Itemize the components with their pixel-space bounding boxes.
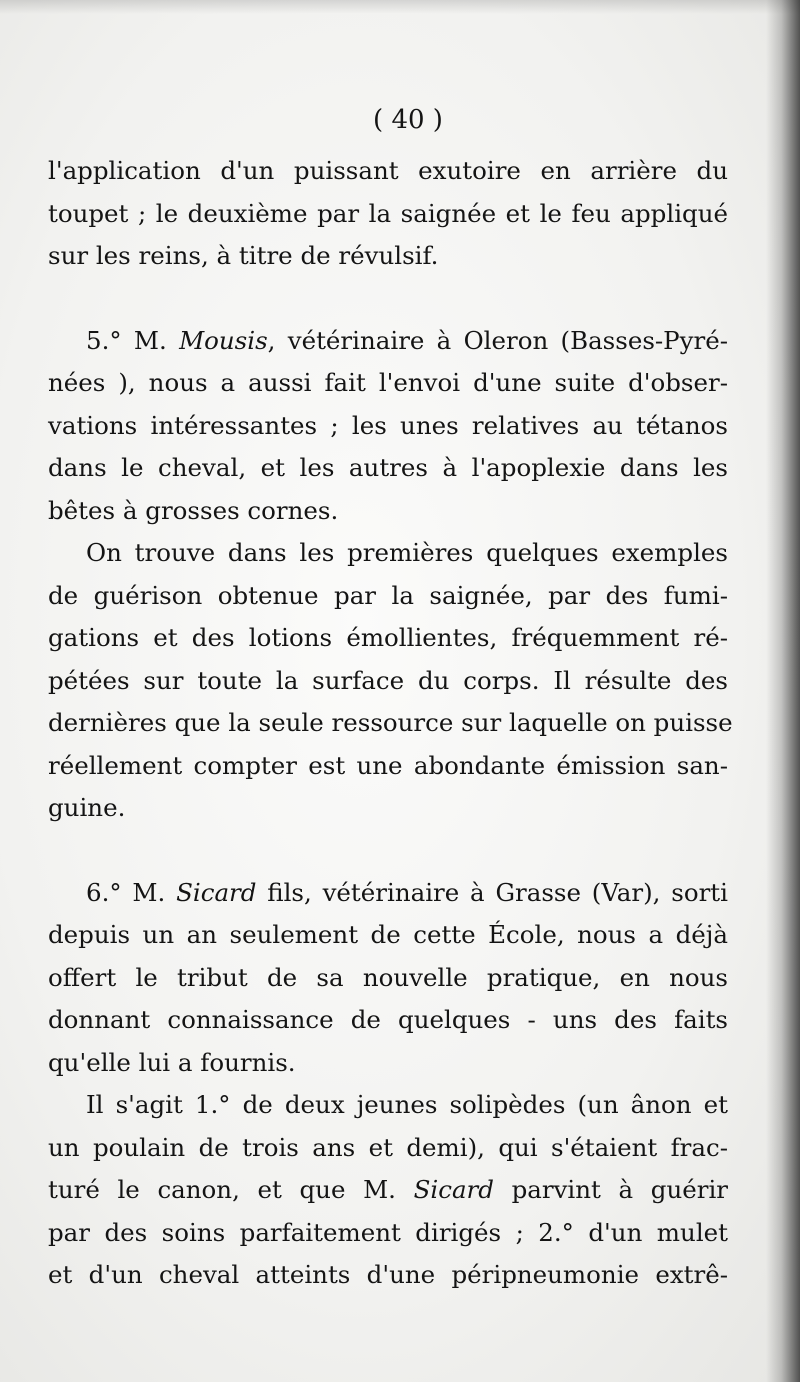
text-line: gations et des lotions émollientes, fréquemment ré-: [48, 623, 728, 652]
page-binding-shadow: [766, 0, 800, 1382]
page-number: ( 40 ): [373, 105, 443, 135]
text-line: [48, 320, 728, 363]
text-line-part: fils, vétérinaire à Grasse (Var), sorti: [256, 877, 728, 907]
text-line: réellement compter est une abondante émission san-: [48, 750, 728, 780]
text-line-part: , vétérinaire à Oleron (Basses-Pyré-: [267, 325, 728, 355]
text-line-part: turé le canon, et que M.: [48, 1175, 414, 1204]
text-line: On trouve dans les premières quelques exemples: [86, 538, 728, 567]
text-line: pétées sur toute la surface du corps. Il résulte des: [48, 665, 728, 695]
text-line: vations intéressantes ; les unes relatives au tétanos: [48, 410, 728, 440]
text-line-part: parvint à guérir: [493, 1175, 728, 1204]
text-line: par des soins parfaitement dirigés ; 2.° d'un mulet: [48, 1217, 728, 1247]
surname-italic: Sicard: [413, 1175, 494, 1204]
text-line: nées ), nous a aussi fait l'envoi d'une suite d'obser-: [48, 368, 728, 397]
text-line-part: 5.° M.: [86, 325, 180, 355]
page-text-block: [48, 100, 733, 1297]
text-line-part: 6.° M.: [86, 877, 177, 907]
text-line: [48, 872, 728, 915]
surname-italic: Mousis: [179, 325, 268, 355]
text-line: et d'un cheval atteints d'une péripneumonie extrê-: [48, 1260, 728, 1289]
text-line: l'application d'un puissant exutoire en arrière du: [48, 156, 728, 185]
paragraph-gap: [48, 830, 728, 872]
text-line: de guérison obtenue par la saignée, par des fumi-: [48, 580, 728, 610]
text-line: guine.: [48, 793, 126, 822]
text-line: [48, 1169, 728, 1212]
page-top-shadow: [0, 0, 800, 14]
text-line: Il s'agit 1.° de deux jeunes solipèdes (un ânon et: [86, 1090, 728, 1119]
text-line: bêtes à grosses cornes.: [48, 495, 339, 525]
surname-italic: Sicard: [176, 877, 257, 907]
text-line: qu'elle lui a fournis.: [48, 1047, 296, 1077]
text-line: un poulain de trois ans et demi), qui s'étaient frac-: [48, 1132, 728, 1162]
text-line: toupet ; le deuxième par la saignée et le feu appliqué: [48, 198, 728, 228]
text-line: offert le tribut de sa nouvelle pratique, en nous: [48, 962, 728, 992]
text-line: dans le cheval, et les autres à l'apoplexie dans les: [48, 453, 728, 482]
text-line: dernières que la seule ressource sur laquelle on puisse: [48, 708, 733, 737]
text-line: sur les reins, à titre de révulsif.: [48, 241, 439, 270]
text-line: donnant connaissance de quelques - uns des faits: [48, 1005, 728, 1034]
paragraph-gap: [48, 278, 728, 320]
text-line: depuis un an seulement de cette École, nous a déjà: [48, 920, 728, 949]
